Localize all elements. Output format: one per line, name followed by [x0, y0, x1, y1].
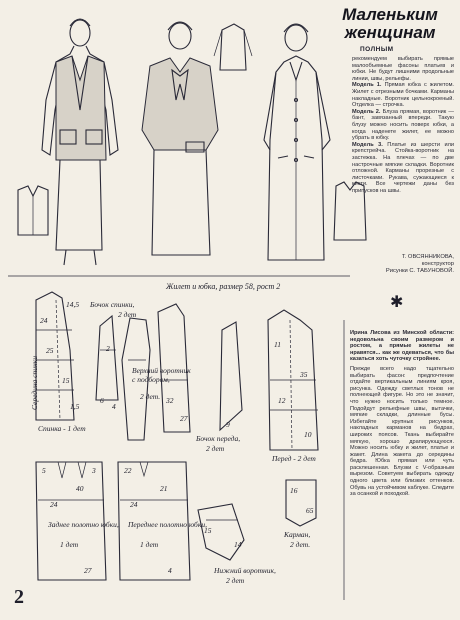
measure: 4: [168, 566, 172, 575]
pattern-side-front-2: [220, 322, 242, 430]
credit-drawings: Рисунки С. ТАБУНОВОЙ.: [385, 268, 454, 274]
label-front: Перед - 2 дет: [272, 454, 316, 463]
figure-model-1: [18, 19, 118, 265]
credit-author: Т. ОВСЯННИКОВА,: [401, 254, 454, 260]
measure: 24: [50, 500, 58, 509]
measure: 12: [278, 396, 286, 405]
measure: 2: [106, 344, 110, 353]
model-3-label: Модель 3.: [352, 141, 383, 148]
measure: 14,5: [66, 300, 80, 309]
label-upper-collar-qty: 2 дет.: [140, 392, 161, 401]
model-1-label: Модель 1.: [352, 82, 382, 89]
measure: 32: [166, 396, 174, 405]
page-subtitle: ПОЛНЫМ: [360, 46, 394, 53]
model-3-text: Платье из шерсти или крепстрейча. Стойка-воротник на застежка. На плечах — по две настрочные мягкие складки. Воротник отложной. Карманы прорезные с листочками. Рукава, сужающиеся к кисти. Все чертежи даны без припусков на швы.: [352, 141, 454, 194]
measure: 27: [180, 414, 188, 423]
measure: 21: [160, 484, 168, 493]
figure-model-3: [264, 24, 366, 260]
measure: 35: [300, 370, 308, 379]
models-description: [352, 56, 454, 194]
measure: 16: [290, 486, 298, 495]
label-pocket: Карман,: [284, 530, 311, 539]
advice-body: Прежде всего надо тщательно выбирать фасон: предпочтение отдайте вертикальным линиям кроя, рисунка. Одежду светлых тонов не полнеющей фигуре. Но это не значит, что нужно носить только темное. Подойдут рельефные швы, вытачки, мягкие складки, длинные бусы. Избегайте крупных рисунков, накладных карманов на бедрах, широких поясов. Ткань выбирайте мягкую, хорошо драпирующуюся. Можно носить юбку и жилет, платье и жакет. Длина жакета до середины бедра. Юбка прямая или чуть расклешенная. Блузки с V-образным вырезом. Советуем выбирать одежду одного цвета или близких оттенков. Обувь на устойчивом каблуке. Следите за осанкой и походкой.: [350, 365, 454, 498]
label-skirt-front: Переднее полотно юбки,: [128, 520, 207, 529]
measure: 65: [306, 506, 314, 515]
measure: 24: [40, 316, 48, 325]
measure: 24: [130, 500, 138, 509]
pattern-front: [268, 310, 318, 450]
label-pocket-qty: 2 дет.: [290, 540, 311, 549]
label-side-back-qty: 2 дет: [118, 310, 137, 319]
label-upper-collar: Верхний воротник с подбором,: [132, 366, 191, 384]
measure: 27: [84, 566, 92, 575]
credit-role: конструктор: [421, 261, 454, 267]
label-fold: Середина спинки: [30, 356, 39, 410]
advice-lead: Ирина Лисова из Минской области: недовольна своим размером и ростом, а прямые жилеты не нравятся... как же одеваться, что бы казаться хоть чуточку стройнее.: [350, 330, 454, 363]
model-2-label: Модель 2.: [352, 108, 381, 115]
measure: 11: [274, 340, 281, 349]
measure: 40: [76, 484, 84, 493]
label-side-front: Бочок переда,: [196, 434, 241, 443]
figure-model-2: [142, 22, 252, 255]
model-2-text: Блуза прямая, воротник — бант, завязанный впереди. Такую блузу можно носить поверх юбки, а когда наденете жилет, ее можно убрать в юбку.: [352, 108, 454, 142]
measure: 4: [112, 402, 116, 411]
label-skirt-back: Заднее полотно юбки,: [48, 520, 119, 529]
measure: 25: [46, 346, 54, 355]
measure: 15: [204, 526, 212, 535]
measure: 10: [304, 430, 312, 439]
label-under-collar: Нижний воротник,: [214, 566, 276, 575]
measure: 22: [124, 466, 132, 475]
model-1: [352, 82, 454, 108]
label-side-front-qty: 2 дет: [206, 444, 225, 453]
label-back: Спинка - 1 дет: [38, 424, 86, 433]
measure: 5: [42, 466, 46, 475]
credits: [330, 254, 454, 275]
measure: 6: [100, 396, 104, 405]
reader-advice: [350, 330, 454, 498]
label-skirt-back-qty: 1 дет: [60, 540, 79, 549]
pattern-side-back: [96, 316, 118, 400]
page-title: Маленьким женщинам: [342, 5, 438, 42]
intro-text: рекомендуем выбирать прямые малообъемные фасоны платьев и юбки. Не будут лишними продольные линии, швы, рельефы.: [352, 56, 454, 82]
label-skirt-front-qty: 1 дет: [140, 540, 159, 549]
model-1-text: Прямая юбка с жилетом. Жилет с отрезными бочками. Карманы накладные. Воротник цельнокроеный. Отделка — строчка.: [352, 82, 454, 109]
measure: 3: [92, 466, 96, 475]
label-side-back: Бочок спинки,: [90, 300, 135, 309]
measure: 9: [226, 420, 230, 429]
model-3: [352, 142, 454, 195]
scheme-title: Жилет и юбка, размер 58, рост 2: [166, 282, 281, 291]
label-under-collar-qty: 2 дет: [226, 576, 245, 585]
measure: 14: [234, 540, 242, 549]
model-2: [352, 109, 454, 142]
page-number: 2: [14, 586, 24, 608]
measure: 15: [62, 376, 70, 385]
pattern-back: [36, 292, 74, 420]
star-icon: ✱: [390, 294, 404, 311]
measure: 1,5: [70, 402, 80, 411]
